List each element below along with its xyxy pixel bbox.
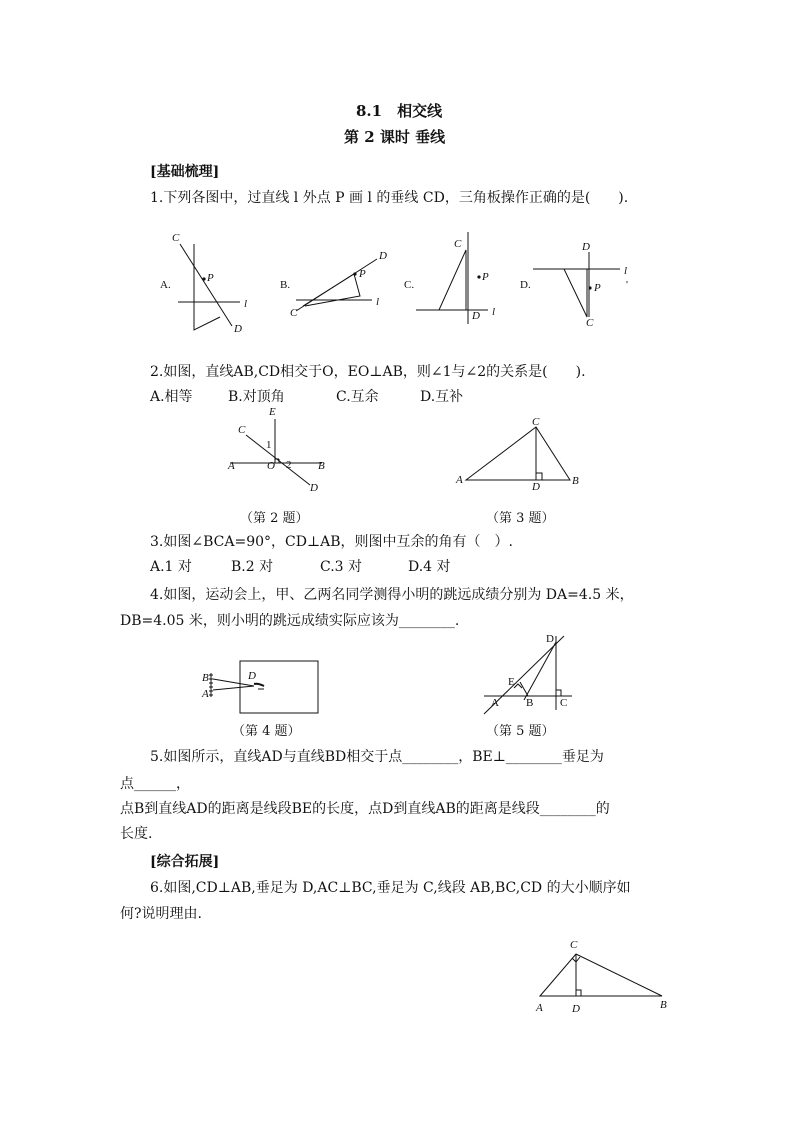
label: C <box>586 317 594 329</box>
caption-q3: （第 3 题） <box>486 511 555 526</box>
label: A. <box>160 279 171 291</box>
q1-figure-d <box>520 241 628 329</box>
question-1: 1.下列各图中，过直线 l 外点 P 画 l 的垂线 CD，三角板操作正确的是( ). <box>150 190 629 206</box>
label: D <box>234 323 242 335</box>
label: D <box>572 1003 580 1015</box>
label: B <box>572 475 579 487</box>
label: P <box>359 268 366 280</box>
page-subtitle: 第 2 课时 垂线 <box>344 128 446 146</box>
label: D <box>248 670 256 682</box>
q6-figure <box>530 936 680 1018</box>
q2-option-d: D.互补 <box>420 389 464 405</box>
q4-figure <box>198 655 323 715</box>
label: D <box>546 633 554 645</box>
q3-figure <box>452 413 584 493</box>
label: A <box>456 474 463 486</box>
q3-option-c: C.3 对 <box>320 559 363 575</box>
label: D <box>379 250 387 262</box>
label: l <box>624 265 628 277</box>
q1-figures <box>150 222 650 342</box>
section-extended: [综合拓展] <box>150 854 220 870</box>
label: l <box>244 298 248 310</box>
question-6-line1: 6.如图,CD⊥AB,垂足为 D,AC⊥BC,垂足为 C,线段 AB,BC,CD 的大小顺序如 <box>150 880 631 896</box>
label: C <box>560 697 568 709</box>
label: C <box>570 939 578 951</box>
q2-figure <box>222 405 332 497</box>
label: A <box>202 688 209 700</box>
question-5-line2: 点______， <box>120 776 190 792</box>
label: B. <box>280 279 291 291</box>
label: 2 <box>286 459 292 471</box>
q1-figure-c <box>404 232 495 324</box>
question-3: 3.如图∠BCA=90°，CD⊥AB，则图中互余的角有（ ）. <box>150 534 513 550</box>
q3-option-d: D.4 对 <box>408 559 451 575</box>
label: A <box>536 1002 543 1014</box>
label: l <box>492 306 496 318</box>
label: A <box>491 697 499 709</box>
label: B <box>526 697 534 709</box>
page-title: 8.1 相交线 <box>356 102 443 120</box>
label: O <box>267 460 275 472</box>
label: E <box>508 676 515 688</box>
section-basic: [基础梳理] <box>150 164 220 180</box>
label: C. <box>404 279 415 291</box>
q1-figure-a <box>160 232 247 335</box>
question-5-line4: 长度. <box>120 826 153 842</box>
label: P <box>482 271 489 283</box>
label: P <box>594 282 601 294</box>
label: C <box>454 238 462 250</box>
label: D. <box>520 279 531 291</box>
label: D <box>582 241 590 253</box>
q5-figure <box>476 632 578 716</box>
label: C <box>290 307 298 319</box>
caption-q5: （第 5 题） <box>486 724 555 739</box>
label: l <box>376 296 380 308</box>
label: C <box>238 424 246 436</box>
question-4-line2: DB=4.05 米，则小明的跳远成绩实际应该为________. <box>120 613 460 629</box>
q2-option-b: B.对顶角 <box>228 389 285 405</box>
label: D <box>532 481 540 493</box>
label: A <box>228 460 235 472</box>
label: B <box>202 672 209 684</box>
q3-option-b: B.2 对 <box>231 559 274 575</box>
label: D <box>472 310 480 322</box>
label: 1 <box>266 439 272 451</box>
label: ' <box>626 279 628 291</box>
caption-q2: （第 2 题） <box>240 511 309 526</box>
question-5-line3: 点B到直线AD的距离是线段BE的长度，点D到直线AB的距离是线段________的 <box>120 801 610 817</box>
question-4-line1: 4.如图，运动会上，甲、乙两名同学测得小明的跳远成绩分别为 DA=4.5 米， <box>150 587 634 603</box>
question-5-line1: 5.如图所示，直线AD与直线BD相交于点________，BE⊥________垂足为 <box>150 749 604 765</box>
label: C <box>532 416 540 428</box>
q2-option-a: A.相等 <box>150 389 193 405</box>
label: E <box>269 406 276 418</box>
label: D <box>310 482 318 494</box>
label: B <box>318 460 325 472</box>
label: B <box>660 999 667 1011</box>
label: C <box>172 232 180 244</box>
q2-option-c: C.互余 <box>336 389 379 405</box>
question-6-line2: 何?说明理由. <box>120 906 202 922</box>
label: P <box>207 272 214 284</box>
question-2: 2.如图，直线AB,CD相交于O，EO⊥AB，则∠1与∠2的关系是( ). <box>150 364 586 380</box>
q3-option-a: A.1 对 <box>150 559 192 575</box>
q1-figure-b <box>280 250 387 319</box>
caption-q4: （第 4 题） <box>232 724 301 739</box>
